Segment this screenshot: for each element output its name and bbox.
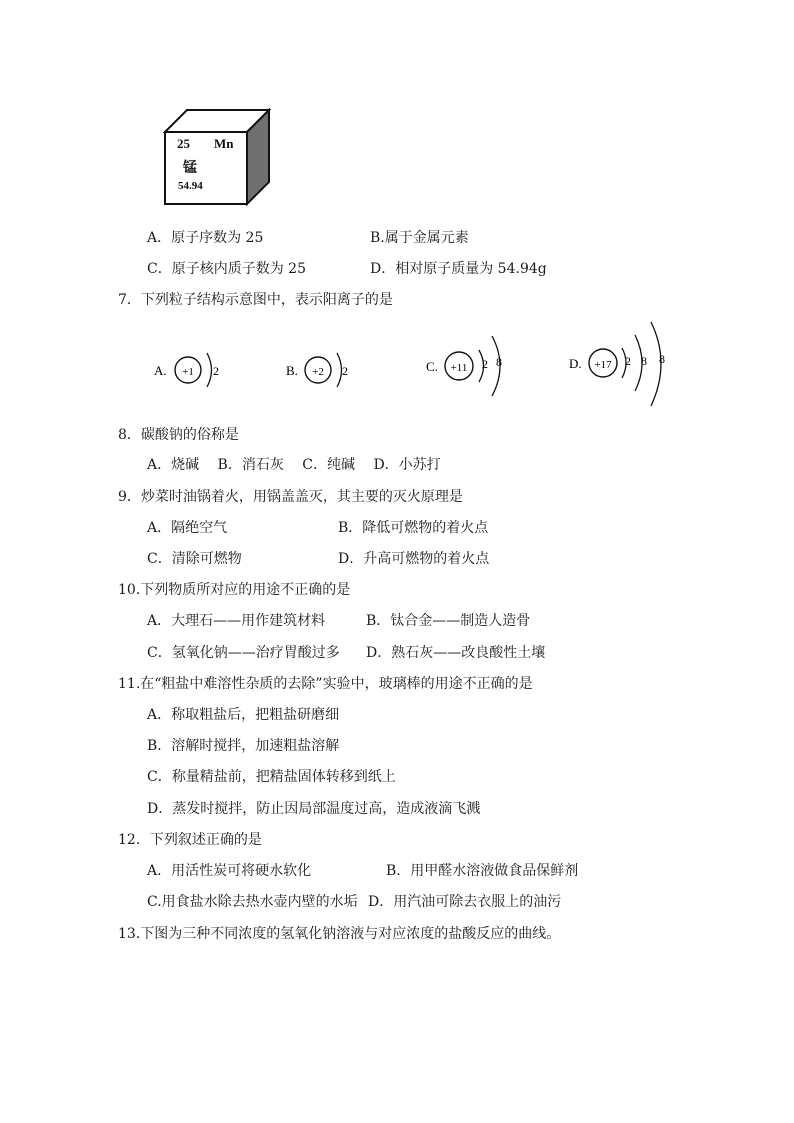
- q9-option-c: C．清除可燃物: [147, 551, 242, 567]
- q7-c-nucleus: +11: [450, 362, 468, 374]
- q7-c-shell-1: 2: [482, 357, 488, 371]
- q9-option-b: B．降低可燃物的着火点: [338, 520, 489, 536]
- q10-option-a: A．大理石——用作建筑材料: [147, 613, 326, 629]
- q13-stem: 13.下图为三种不同浓度的氢氧化钠溶液与对应浓度的盐酸反应的曲线。: [118, 926, 561, 942]
- q10-option-c: C．氢氧化钠——治疗胃酸过多: [147, 645, 340, 661]
- q11-option-a: A．称取粗盐后，把粗盐研磨细: [147, 707, 340, 723]
- particle-diagram-d: [565, 318, 675, 410]
- q6-option-b: B.属于金属元素: [370, 230, 469, 246]
- q7-d-shell-3: 8: [659, 352, 665, 366]
- particle-diagram-a: [150, 345, 230, 395]
- q7-c-shell-2: 8: [496, 355, 502, 369]
- q7-b-label: B.: [286, 363, 298, 378]
- element-symbol: Mn: [214, 136, 234, 151]
- q9-stem: 9．炒菜时油锅着火，用锅盖盖灭，其主要的灭火原理是: [118, 489, 463, 505]
- q9-option-d: D．升高可燃物的着火点: [338, 551, 490, 567]
- q7-d-label: D.: [569, 356, 582, 371]
- q6-option-a: A．原子序数为 25: [147, 230, 264, 246]
- q11-option-c: C．称量精盐前，把精盐固体转移到纸上: [147, 769, 396, 785]
- q11-stem: 11.在“粗盐中难溶性杂质的去除”实验中，玻璃棒的用途不正确的是: [118, 676, 533, 692]
- q6-option-d: D．相对原子质量为 54.94g: [370, 261, 547, 277]
- q12-option-a: A．用活性炭可将硬水软化: [147, 863, 312, 879]
- particle-diagram-b: [282, 345, 362, 395]
- q11-option-b: B．溶解时搅拌，加速粗盐溶解: [147, 738, 340, 754]
- atomic-mass: 54.94: [178, 180, 203, 192]
- q7-b-shell-1: 2: [342, 364, 348, 378]
- q12-option-b: B．用甲醛水溶液做食品保鲜剂: [386, 863, 579, 879]
- q8-stem: 8．碳酸钠的俗称是: [118, 427, 239, 443]
- q7-a-label: A.: [154, 363, 167, 378]
- q7-a-shell-1: 2: [213, 364, 219, 378]
- atomic-number: 25: [177, 136, 190, 151]
- q7-d-shell-1: 2: [625, 354, 631, 368]
- q12-option-d: D．用汽油可除去衣服上的油污: [368, 894, 562, 910]
- q7-c-label: C.: [426, 359, 438, 374]
- q10-option-b: B．钛合金——制造人造骨: [366, 613, 531, 629]
- q7-a-nucleus: +1: [182, 366, 194, 378]
- particle-diagram-c: [422, 330, 522, 400]
- q7-b-nucleus: +2: [312, 366, 324, 378]
- manganese-element-card: [163, 108, 273, 208]
- q7-stem: 7．下列粒子结构示意图中，表示阳离子的是: [118, 292, 393, 308]
- q8-options: A．烧碱 B．消石灰 C．纯碱 D．小苏打: [147, 457, 441, 473]
- q10-option-d: D．熟石灰——改良酸性土壤: [366, 645, 546, 661]
- q10-stem: 10.下列物质所对应的用途不正确的是: [118, 582, 351, 598]
- element-name: 锰: [183, 161, 197, 176]
- q9-option-a: A．隔绝空气: [147, 520, 228, 536]
- q6-option-c: C．原子核内质子数为 25: [147, 261, 306, 277]
- q11-option-d: D．蒸发时搅拌，防止因局部温度过高，造成液滴飞溅: [147, 801, 481, 817]
- q7-d-shell-2: 8: [641, 354, 647, 368]
- q7-d-nucleus: +17: [594, 359, 612, 371]
- q12-option-c: C.用食盐水除去热水壶内壁的水垢: [147, 894, 358, 910]
- q12-stem: 12．下列叙述正确的是: [118, 832, 262, 848]
